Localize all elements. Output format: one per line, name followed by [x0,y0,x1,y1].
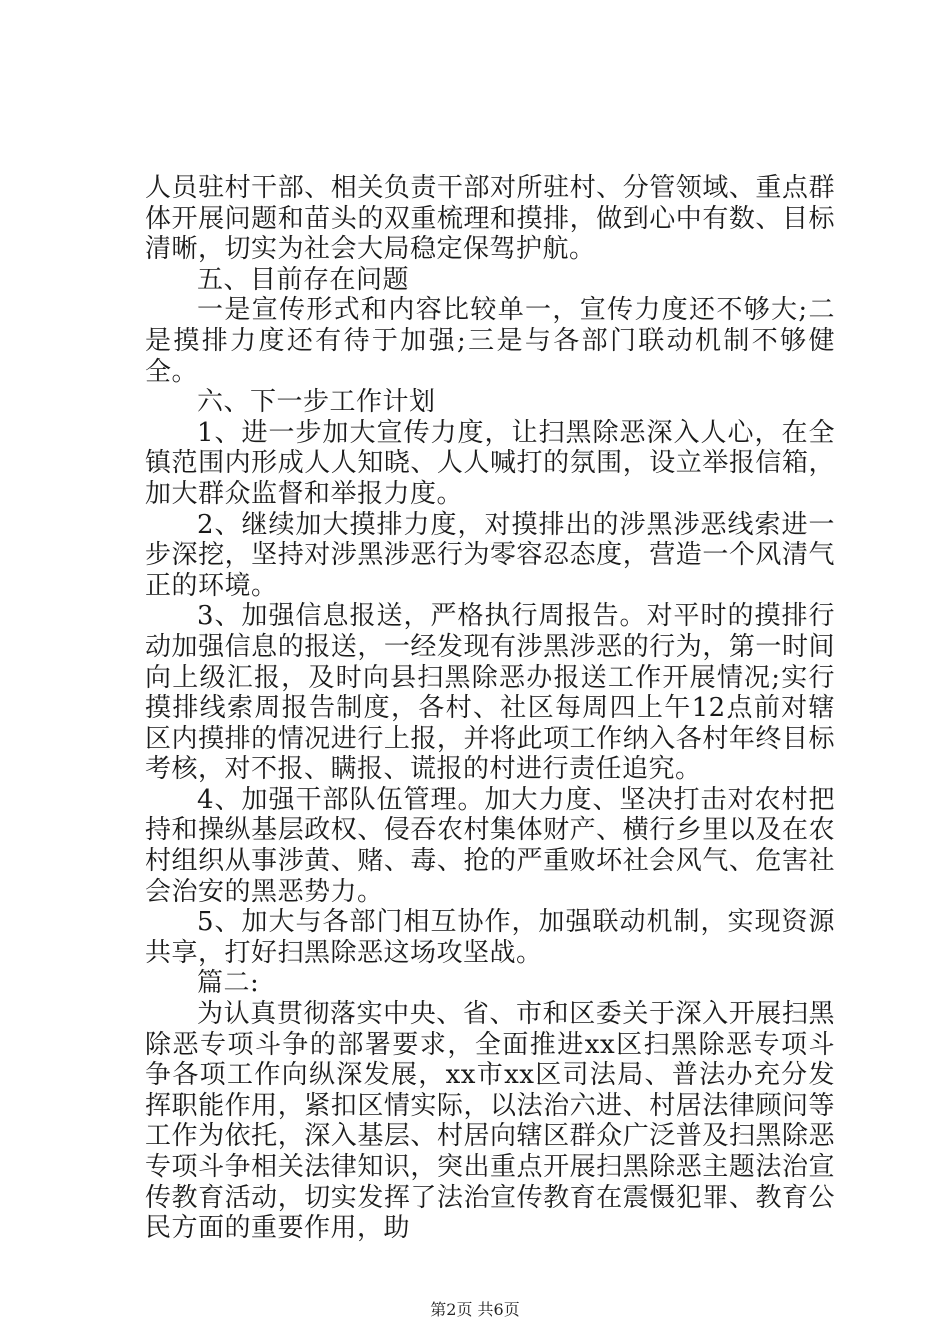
section-heading-next-plan: 六、下一步工作计划 [197,387,436,418]
section-heading-current-problems: 五、目前存在问题 [197,264,410,295]
plan-item-1: 1、进一步加大宣传力度，让扫黑除恶深入人心，在全镇范围内形成人人知晓、人人喊打的氛围，设立举报信箱，加大群众监督和举报力度。 [145,417,835,509]
paragraph-problems: 一是宣传形式和内容比较单一，宣传力度还不够大;二是摸排力度还有待于加强;三是与各部门联动机制不够健全。 [145,295,835,387]
plan-item-4: 4、加强干部队伍管理。加大力度、坚决打击对农村把持和操纵基层政权、侵吞农村集体财产、横行乡里以及在农村组织从事涉黄、赌、毒、抢的严重败坏社会风气、危害社会治安的黑恶势力。 [145,784,835,907]
section-heading-part-two: 篇二: [197,968,260,999]
plan-item-3: 3、加强信息报送，严格执行周报告。对平时的摸排行动加强信息的报送，一经发现有涉黑涉恶的行为，第一时间向上级汇报，及时向县扫黑除恶办报送工作开展情况;实行摸排线索周报告制度，各村、社区每周四上午12点前对辖区内摸排的情况进行上报，并将此项工作纳入各村年终目标考核，对不报、瞒报、谎报的村进行责任追究。 [145,601,835,785]
paragraph-part-two-intro: 为认真贯彻落实中央、省、市和区委关于深入开展扫黑除恶专项斗争的部署要求，全面推进xx区扫黑除恶专项斗争各项工作向纵深发展，xx市xx区司法局、普法办充分发挥职能作用，紧扣区情实际，以法治六进、村居法律顾问等工作为依托，深入基层、村居向辖区群众广泛普及扫黑除恶专项斗争相关法律知识，突出重点开展扫黑除恶主题法治宣传教育活动，切实发挥了法治宣传教育在震慑犯罪、教育公民方面的重要作用，助 [145,999,835,1244]
paragraph-continuation: 人员驻村干部、相关负责干部对所驻村、分管领域、重点群体开展问题和苗头的双重梳理和摸排，做到心中有数、目标清晰，切实为社会大局稳定保驾护航。 [145,173,835,265]
plan-item-5: 5、加大与各部门相互协作，加强联动机制，实现资源共享，打好扫黑除恶这场攻坚战。 [145,907,835,968]
document-body [145,173,835,1244]
page-number-footer: 第2页 共6页 [430,1300,520,1319]
plan-item-2: 2、继续加大摸排力度，对摸排出的涉黑涉恶线索进一步深挖，坚持对涉黑涉恶行为零容忍态度，营造一个风清气正的环境。 [145,509,835,601]
